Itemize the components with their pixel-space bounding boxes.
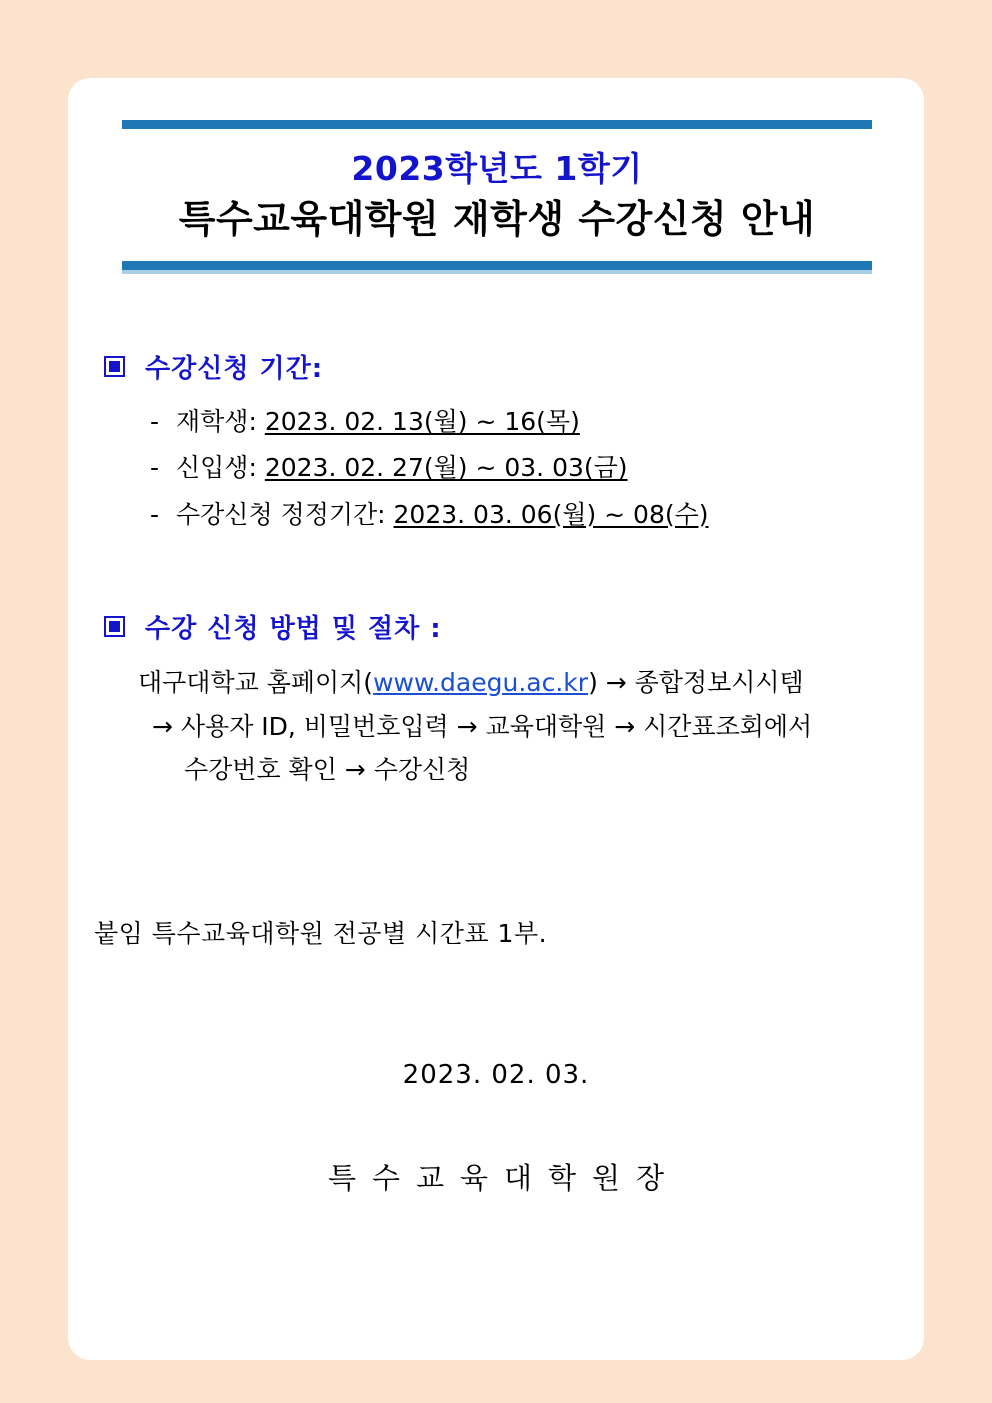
homepage-link[interactable]: www.daegu.ac.kr bbox=[373, 667, 589, 697]
issue-date: 2023. 02. 03. bbox=[402, 1060, 590, 1090]
section-spacer bbox=[68, 546, 924, 608]
procedure-line-1 bbox=[138, 661, 924, 705]
list-item-label: 수강신청 정정기간: bbox=[176, 499, 386, 529]
square-bullet-icon bbox=[104, 356, 125, 377]
list-item bbox=[150, 399, 924, 445]
dash-marker: - bbox=[150, 499, 160, 529]
period-list bbox=[68, 399, 924, 538]
procedure-line-3: 수강번호 확인 → 수강신청 bbox=[184, 755, 471, 785]
section-procedure-heading-text: 수강 신청 방법 및 절차 : bbox=[145, 613, 442, 644]
procedure-line-2: → 사용자 ID, 비밀번호입력 → 교육대학원 → 시간표조회에서 bbox=[152, 711, 813, 741]
section-procedure bbox=[68, 608, 924, 792]
title-rule-top bbox=[122, 120, 872, 129]
list-item-value: 2023. 02. 13(월) ~ 16(목) bbox=[264, 407, 580, 436]
dash-marker: - bbox=[150, 453, 160, 483]
page-title-line2: 특수교육대학원 재학생 수강신청 안내 bbox=[178, 196, 816, 241]
procedure-text bbox=[68, 661, 924, 792]
title-block bbox=[122, 120, 872, 270]
list-item bbox=[150, 492, 924, 538]
section-procedure-heading bbox=[68, 608, 924, 645]
square-bullet-icon bbox=[104, 616, 125, 637]
section-period-heading bbox=[68, 348, 924, 385]
notice-page bbox=[68, 78, 924, 1360]
procedure-line1-post: ) → 종합정보시시템 bbox=[588, 667, 804, 697]
page-title-line1: 2023학년도 1학기 bbox=[351, 149, 643, 188]
title-lines bbox=[122, 129, 872, 261]
notice-body bbox=[68, 348, 924, 1197]
section-period bbox=[68, 348, 924, 538]
section-period-heading-text: 수강신청 기간: bbox=[145, 354, 324, 384]
dash-marker: - bbox=[150, 407, 160, 436]
list-item-value: 2023. 02. 27(월) ~ 03. 03(금) bbox=[264, 453, 628, 483]
list-item bbox=[150, 445, 924, 491]
signer-title: 특수교육대학원장 bbox=[327, 1161, 681, 1195]
procedure-line1-pre: 대구대학교 홈페이지( bbox=[138, 667, 374, 697]
attachment-note: 붙임 특수교육대학원 전공별 시간표 1부. bbox=[94, 919, 548, 948]
list-item-label: 신입생: bbox=[176, 453, 257, 483]
list-item-value: 2023. 03. 06(월) ~ 08(수) bbox=[393, 499, 709, 529]
title-rule-bottom bbox=[122, 261, 872, 270]
list-item-label: 재학생: bbox=[176, 407, 257, 436]
